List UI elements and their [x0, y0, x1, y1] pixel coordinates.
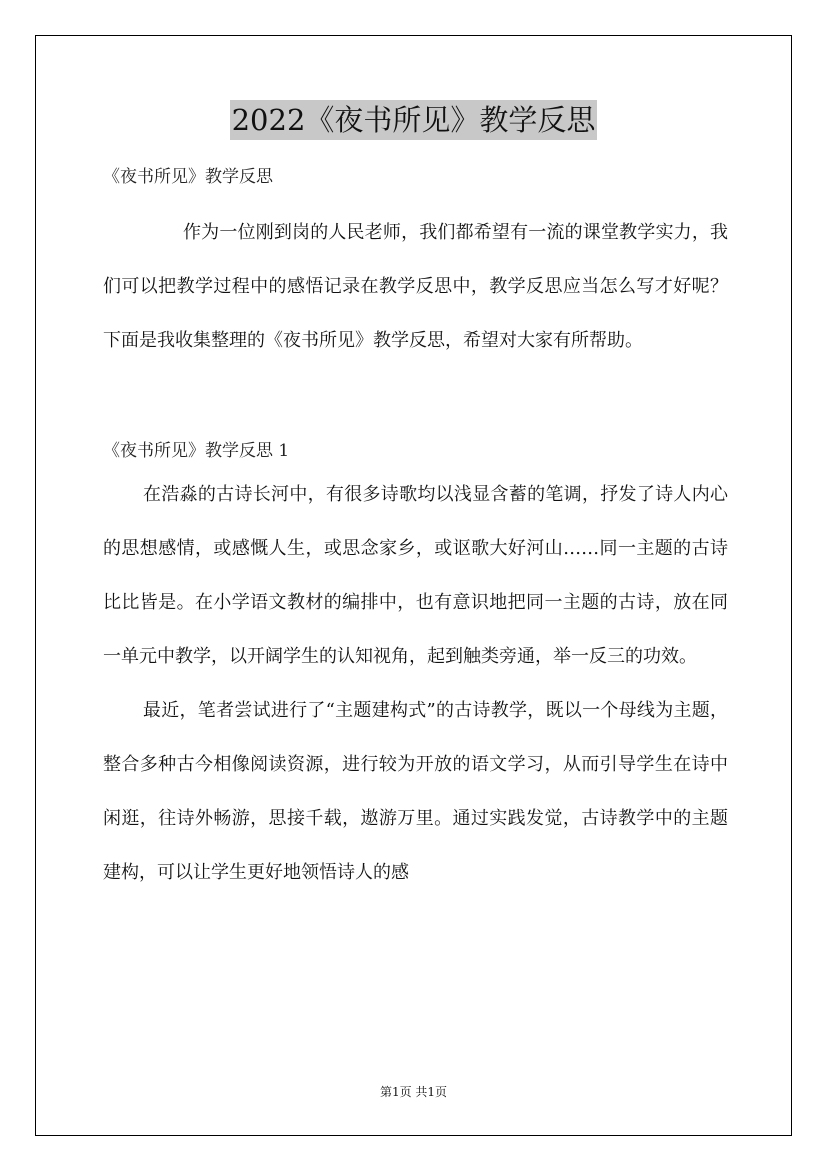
section-heading: 《夜书所见》教学反思 1 — [103, 441, 290, 461]
title-wrap — [0, 100, 827, 140]
page-footer: 第1页 共1页 — [379, 1085, 448, 1099]
intro-paragraph: 作为一位刚到岗的人民老师，我们都希望有一流的课堂教学实力，我们可以把教学过程中的感悟记录在教学反思中，教学反思应当怎么写才好呢？下面是我收集整理的《夜书所见》教学反思，希望对大家有所帮助。 — [103, 222, 728, 351]
document-body — [103, 160, 728, 900]
document-title: 2022《夜书所见》教学反思 — [230, 100, 598, 140]
document-subtitle: 《夜书所见》教学反思 — [103, 167, 273, 187]
body-paragraph: 在浩淼的古诗长河中，有很多诗歌均以浅显含蓄的笔调，抒发了诗人内心的思想感情，或感慨人生，或思念家乡，或讴歌大好河山……同一主题的古诗比比皆是。在小学语文教材的编排中，也有意识地把同一主题的古诗，放在同一单元中教学，以开阔学生的认知视角，起到触类旁通，举一反三的功效。 — [103, 484, 728, 667]
body-paragraph: 最近，笔者尝试进行了“主题建构式”的古诗教学，既以一个母线为主题，整合多种古今相像阅读资源，进行较为开放的语文学习，从而引导学生在诗中闲逛，往诗外畅游，思接千载，遨游万里。通过实践发觉，古诗教学中的主题建构，可以让学生更好地领悟诗人的感 — [103, 700, 728, 883]
